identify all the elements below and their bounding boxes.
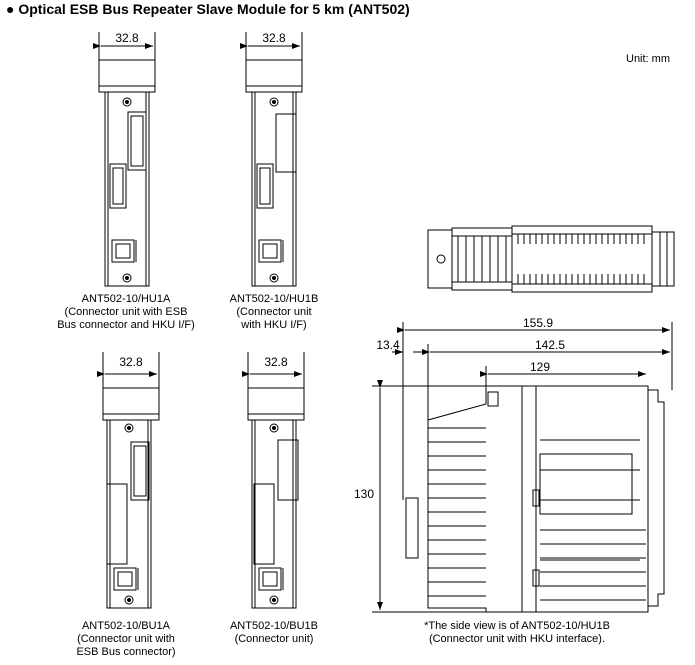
dim-overall-length: 155.9 <box>522 316 554 330</box>
hu1b-width-dim: 32.8 <box>262 31 286 45</box>
side-view-note: *The side view is of ANT502-10/HU1B (Connector unit with HKU interface). <box>424 620 610 645</box>
dim-case-length: 129 <box>529 360 551 374</box>
caption-bu1a: ANT502-10/BU1A (Connector unit with ESB Bus connector) <box>76 620 176 658</box>
caption-hu1b: ANT502-10/HU1B (Connector unit with HKU I/F) <box>229 293 319 331</box>
top-view <box>428 226 674 292</box>
dim-height: 130 <box>353 487 374 501</box>
page-title: ● Optical ESB Bus Repeater Slave Module for 5 km (ANT502) <box>6 1 410 17</box>
dim-front-offset: 13.4 <box>376 338 400 352</box>
caption-hu1a: ANT502-10/HU1A (Connector unit with ESB Bus connector and HKU I/F) <box>57 293 195 331</box>
front-view-hu1a <box>99 32 155 286</box>
side-view <box>372 322 672 612</box>
caption-bu1b: ANT502-10/BU1B (Connector unit) <box>229 620 319 645</box>
front-view-bu1b <box>248 352 304 608</box>
hu1a-width-dim: 32.8 <box>115 31 139 45</box>
bu1a-width-dim: 32.8 <box>119 355 143 369</box>
front-view-bu1a <box>103 352 159 608</box>
unit-label: Unit: mm <box>626 53 670 65</box>
dim-body-length: 142.5 <box>534 338 566 352</box>
front-view-hu1b <box>246 32 302 286</box>
bu1b-width-dim: 32.8 <box>264 355 288 369</box>
